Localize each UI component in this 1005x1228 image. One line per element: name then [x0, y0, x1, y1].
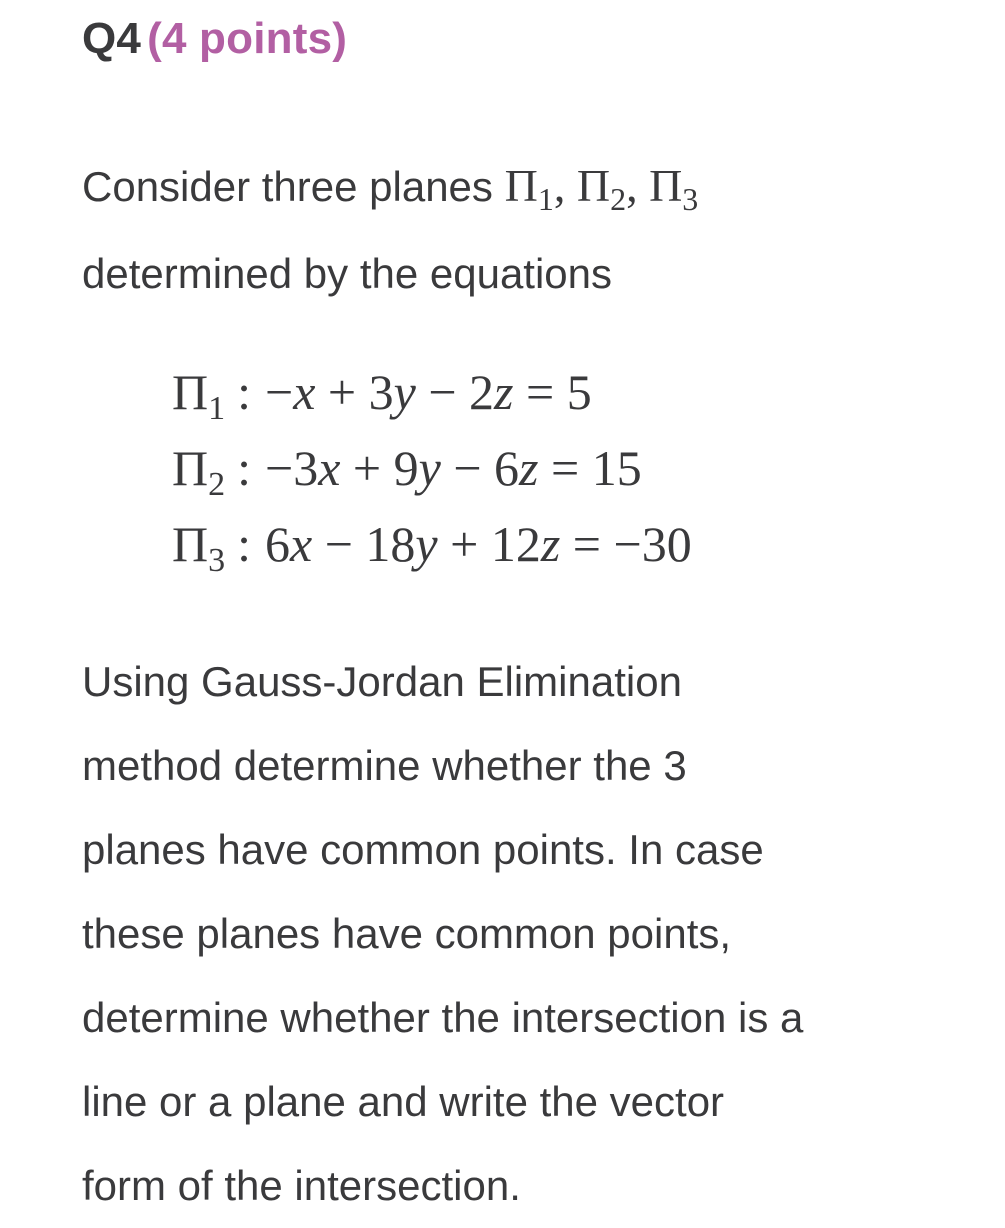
equation-symbol: Π	[172, 364, 209, 420]
equation-rhs: 6x − 18y + 12z = −30	[265, 516, 692, 572]
intro-line2: determined by the equations	[82, 250, 613, 297]
equation-rhs: −3x + 9y − 6z = 15	[265, 440, 642, 496]
equation-symbol: Π	[172, 516, 209, 572]
equation-row-2: $\Pi_2$ : −3x + 9y − 6z = 15	[172, 440, 642, 503]
plane-symbol-3: Π	[649, 160, 683, 211]
question-header	[82, 0, 962, 66]
instruction-line: form of the intersection.	[82, 1162, 521, 1209]
equation-subscript: 1	[208, 390, 226, 427]
question-points: (4 points)	[147, 14, 348, 63]
instruction-line: line or a plane and write the vector	[82, 1078, 725, 1125]
plane-symbol-2: Π	[576, 160, 611, 211]
plane-subscript-3: 3	[682, 181, 699, 217]
instruction-line: method determine whether the 3	[82, 742, 687, 789]
intro-prefix: Consider three planes	[82, 163, 505, 210]
equation-subscript: 3	[208, 542, 226, 579]
question-number: Q4	[82, 14, 142, 63]
instruction-line: determine whether the intersection is a	[82, 994, 804, 1041]
plane-symbol-1: Π	[504, 160, 538, 211]
equation-symbol: Π	[172, 440, 209, 496]
question-intro	[82, 144, 962, 316]
equation-system	[172, 354, 962, 582]
equation-rhs: −x + 3y − 2z = 5	[265, 364, 592, 420]
instruction-line: Using Gauss-Jordan Elimination	[82, 658, 682, 705]
equation-subscript: 2	[208, 466, 226, 503]
equation-row-3: $\Pi_3$ : 6x − 18y + 12z = −30	[172, 516, 692, 579]
question-instructions	[82, 640, 962, 1228]
question-card	[82, 0, 962, 1228]
instruction-line: planes have common points. In case	[82, 826, 764, 873]
instruction-line: these planes have common points,	[82, 910, 732, 957]
equation-row-1: $\Pi_1$ : −x + 3y − 2z = 5	[172, 364, 592, 427]
intro-line1	[82, 160, 699, 217]
plane-subscript-1: 1	[537, 181, 554, 217]
plane-subscript-2: 2	[610, 181, 627, 217]
planes-list: $\Pi_1$, $\Pi_2$, $\Pi_3$	[504, 160, 699, 217]
